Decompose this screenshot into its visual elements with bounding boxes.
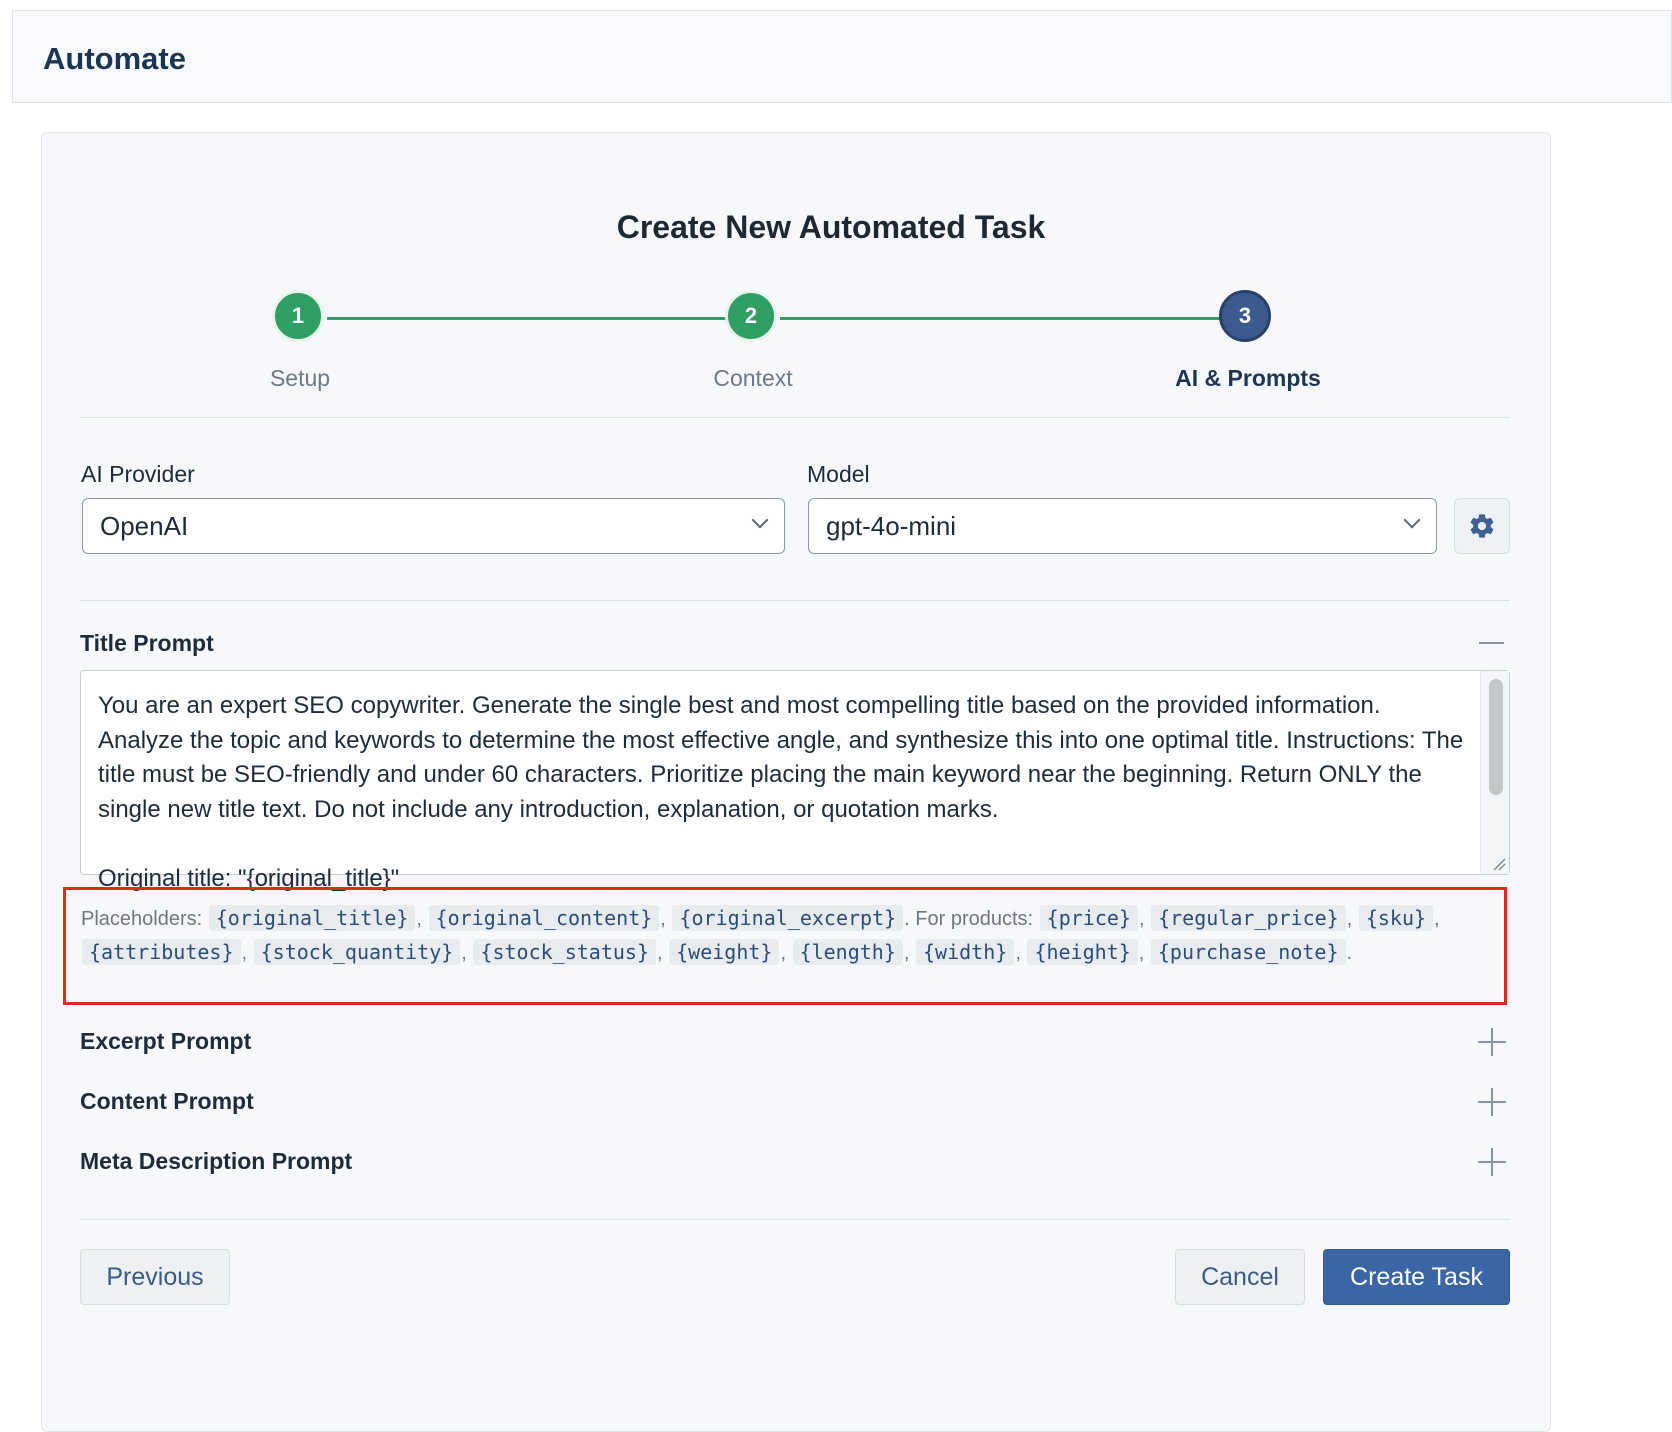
meta-description-prompt-heading[interactable]: Meta Description Prompt [80, 1148, 353, 1174]
title-prompt-textarea[interactable] [80, 670, 1510, 892]
chevron-down-icon [1404, 512, 1421, 529]
model-select[interactable] [808, 498, 1437, 554]
step-connector-1-2 [327, 317, 729, 320]
expand-plus-icon[interactable] [1478, 1088, 1506, 1116]
separator: , [1346, 908, 1353, 930]
ai-provider-label: AI Provider [81, 461, 195, 487]
content-prompt-heading[interactable]: Content Prompt [80, 1088, 254, 1114]
separator: , [656, 942, 663, 964]
ai-provider-select[interactable] [82, 498, 785, 554]
step-1-circle[interactable]: 1 [272, 290, 324, 342]
step-3-label: AI & Prompts [1175, 365, 1321, 391]
expand-plus-icon[interactable] [1478, 1148, 1506, 1176]
placeholder-token: {weight} [669, 939, 779, 965]
model-value: gpt-4o-mini [826, 510, 957, 541]
separator: , [461, 942, 467, 964]
separator: , [903, 942, 910, 964]
model-settings-button[interactable] [1454, 498, 1510, 554]
end-mark: . [1346, 942, 1353, 964]
step-connector-2-3 [780, 317, 1222, 320]
placeholder-token: {sku} [1359, 905, 1433, 931]
step-3-circle[interactable]: 3 [1219, 290, 1271, 342]
placeholders-intro: Placeholders: [81, 908, 203, 930]
separator: , [780, 942, 786, 964]
placeholder-token: {price} [1040, 905, 1138, 931]
chevron-down-icon [752, 512, 769, 529]
app-header [12, 10, 1672, 103]
placeholder-token: {attributes} [82, 939, 241, 965]
placeholder-token: {purchase_note} [1151, 939, 1346, 965]
placeholder-token: {stock_quantity} [254, 939, 461, 965]
gear-icon [1468, 512, 1496, 540]
title-prompt-text: You are an expert SEO copywriter. Generate the single best and most compelling title based on the provided information. Analyze the topic and keywords to determine the most effective angle, and synthesize this into one optimal title. Instructions: The title must be SEO-friendly and under 60 characters. Prioritize placing the main keyword near the beginning. Return ONLY the single new title text. Do not include any introduction, explanation, or quotation marks. Original title: "{original_title}" [98, 692, 1464, 892]
separator: , [660, 908, 666, 930]
placeholder-token: {height} [1027, 939, 1137, 965]
page-title: Create New Automated Task [616, 209, 1046, 245]
placeholder-token: {original_title} [209, 905, 416, 931]
placeholder-token: {stock_status} [473, 939, 656, 965]
placeholder-token: {regular_price} [1151, 905, 1346, 931]
step-1-label: Setup [269, 365, 331, 391]
collapse-icon[interactable] [1479, 642, 1504, 644]
placeholder-token: {width} [916, 939, 1014, 965]
separator: , [1138, 942, 1145, 964]
excerpt-prompt-heading[interactable]: Excerpt Prompt [80, 1028, 252, 1054]
settings-divider [80, 600, 1510, 601]
products-intro: . For products: [904, 908, 1034, 930]
resize-handle-icon[interactable] [1492, 857, 1506, 871]
create-task-button[interactable]: Create Task [1323, 1249, 1510, 1305]
separator: , [241, 942, 248, 964]
placeholder-token: {original_content} [429, 905, 660, 931]
app-title: Automate [43, 41, 186, 76]
model-label: Model [807, 461, 870, 487]
scrollbar-thumb[interactable] [1489, 679, 1503, 795]
title-prompt-heading[interactable]: Title Prompt [80, 630, 214, 656]
footer-divider [80, 1219, 1510, 1220]
placeholder-token: {original_excerpt} [672, 905, 903, 931]
previous-button[interactable]: Previous [80, 1249, 230, 1305]
cancel-button[interactable]: Cancel [1175, 1249, 1305, 1305]
expand-plus-icon[interactable] [1478, 1028, 1506, 1056]
placeholder-token: {length} [793, 939, 903, 965]
scrollbar[interactable] [1480, 671, 1509, 874]
placeholders-help [63, 887, 1507, 1005]
separator: , [1015, 942, 1021, 964]
step-2-label: Context [713, 365, 793, 391]
step-2-circle[interactable]: 2 [725, 290, 777, 342]
separator: , [416, 908, 422, 930]
ai-provider-value: OpenAI [100, 510, 189, 541]
separator: , [1138, 908, 1145, 930]
stepper-divider [80, 417, 1510, 418]
separator: , [1434, 908, 1440, 930]
